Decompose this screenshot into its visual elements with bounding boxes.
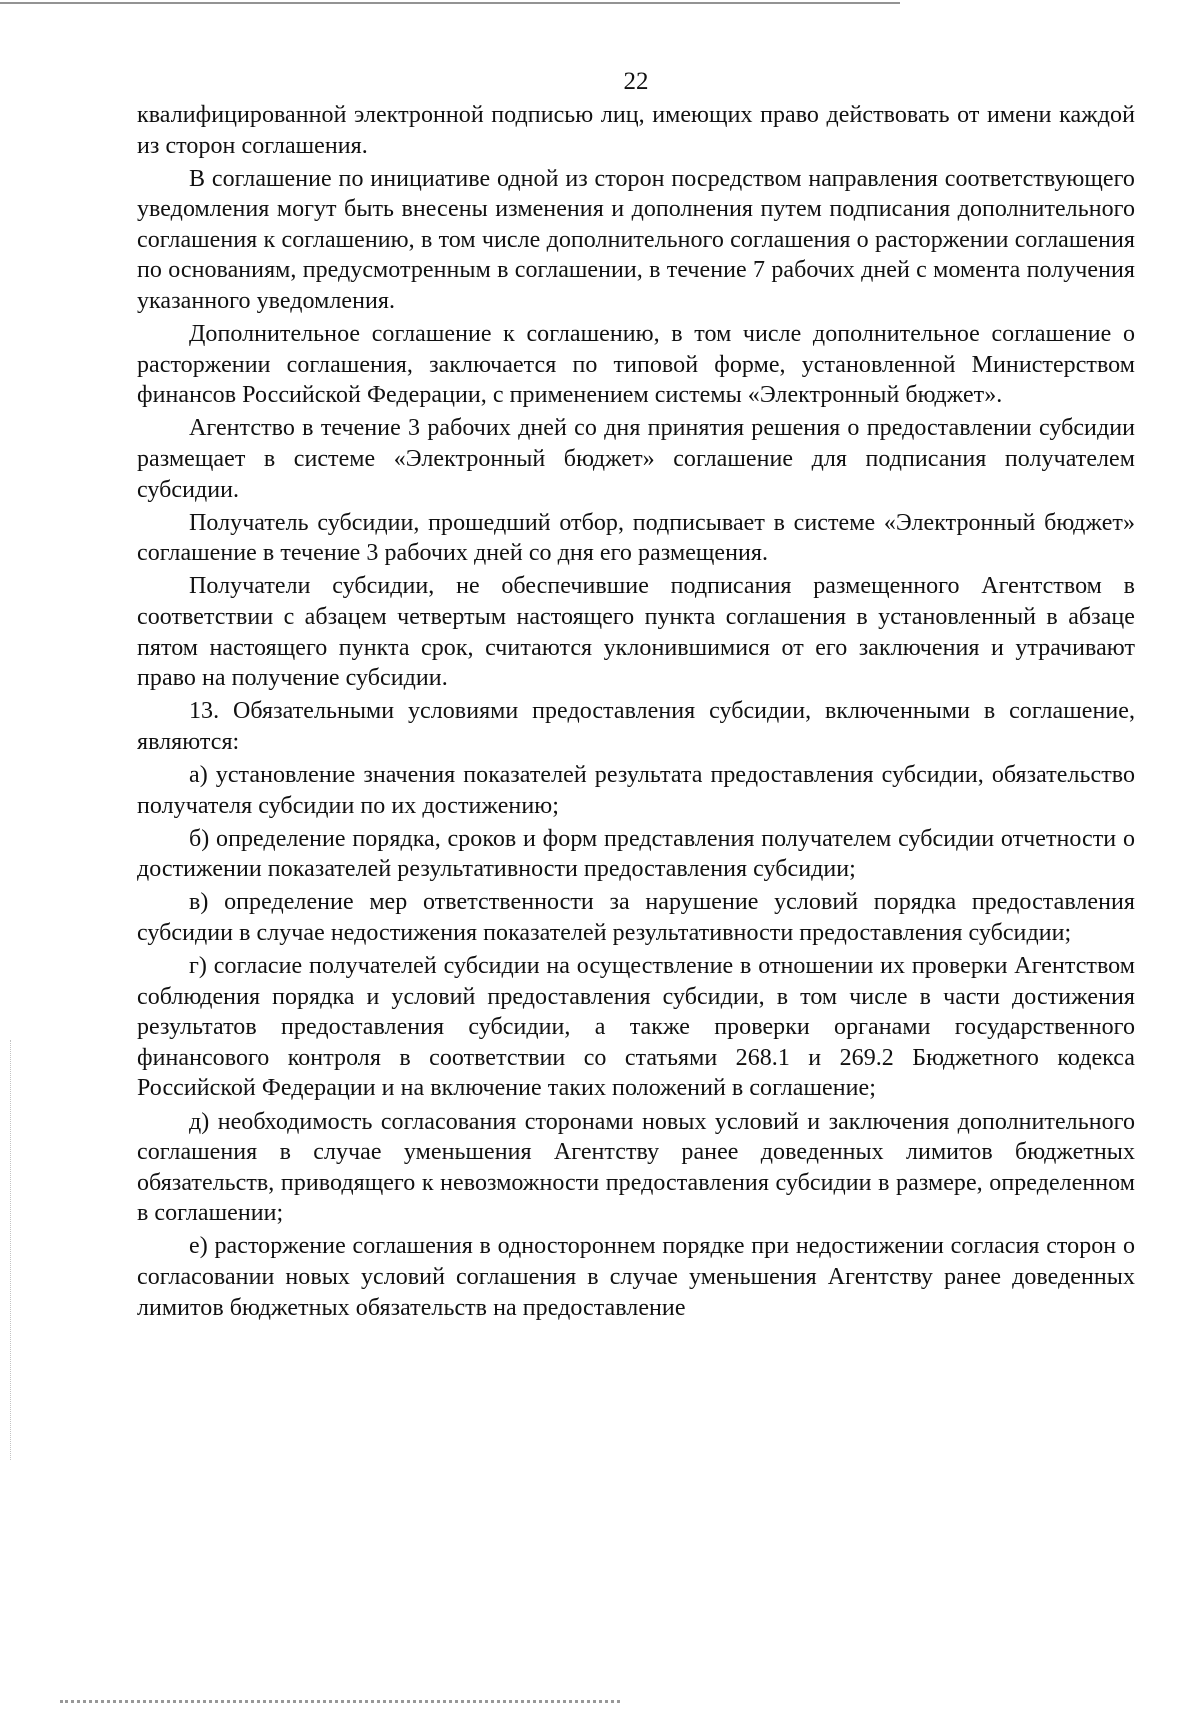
- paragraph-subitem-a: а) установление значения показателей результата предоставления субсидии, обязательство получателя субсидии по их достижению;: [137, 761, 1135, 819]
- paragraph-subitem-b: б) определение порядка, сроков и форм представления получателем субсидии отчетности о достижении показателей результативности предоставления субсидии;: [137, 825, 1135, 883]
- page-number: 22: [623, 68, 649, 95]
- document-page: [137, 66, 1135, 1326]
- paragraph-item-13: 13. Обязательными условиями предоставления субсидии, включенными в соглашение, являются:: [137, 698, 1135, 755]
- paragraph-agency-placement: Агентство в течение 3 рабочих дней со дня принятия решения о предоставлении субсидии размещает в системе «Электронный бюджет» соглашение для подписания получателем субсидии.: [137, 415, 1135, 503]
- paragraph-subitem-d: д) необходимость согласования сторонами новых условий и заключения дополнительного соглашения в случае уменьшения Агентству ранее доведенных лимитов бюджетных обязательств, приводящего к невозможности предоставления субсидии в размере, определенном в соглашении;: [137, 1108, 1135, 1227]
- paragraph-subitem-e: е) расторжение соглашения в одностороннем порядке при недостижении согласия сторон о согласовании новых условий соглашения в случае уменьшения Агентству ранее доведенных лимитов бюджетных обязательств на предоставление: [137, 1233, 1135, 1321]
- paragraph-continuation: квалифицированной электронной подписью лиц, имеющих право действовать от имени каждой из сторон соглашения.: [137, 102, 1135, 159]
- scan-left-marks: [10, 1040, 13, 1460]
- scan-edge-top: [0, 2, 900, 4]
- paragraph-amendments: В соглашение по инициативе одной из сторон посредством направления соответствующего уведомления могут быть внесены изменения и дополнения путем подписания дополнительного соглашения к соглашению, в том числе дополнительного соглашения о расторжении соглашения по основаниям, предусмотренным в соглашении, в течение 7 рабочих дней с момента получения указанного уведомления.: [137, 165, 1135, 315]
- paragraph-subitem-g: г) согласие получателей субсидии на осуществление в отношении их проверки Агентством соблюдения порядка и условий предоставления субсидии, в том числе в части достижения результатов предоставления субсидии, а также проверки органами государственного финансового контроля в соответствии со статьями 268.1 и 269.2 Бюджетного кодекса Российской Федерации и на включение таких положений в соглашение;: [137, 953, 1135, 1102]
- scan-edge-bottom: [60, 1700, 620, 1703]
- paragraph-additional-agreement: Дополнительное соглашение к соглашению, в том числе дополнительное соглашение о расторжении соглашения, заключается по типовой форме, установленной Министерством финансов Российской Федерации, с применением системы «Электронный бюджет».: [137, 321, 1135, 409]
- paragraph-recipient-signs: Получатель субсидии, прошедший отбор, подписывает в системе «Электронный бюджет» соглашение в течение 3 рабочих дней со дня его размещения.: [137, 509, 1135, 567]
- paragraph-recipients-evaded: Получатели субсидии, не обеспечившие подписания размещенного Агентством в соответствии с абзацем четвертым настоящего пункта соглашения в установленный в абзаце пятом настоящего пункта срок, считаются уклонившимися от его заключения и утрачивают право на получение субсидии.: [137, 573, 1135, 692]
- paragraph-subitem-v: в) определение мер ответственности за нарушение условий порядка предоставления субсидии в случае недостижения показателей результативности предоставления субсидии;: [137, 889, 1135, 946]
